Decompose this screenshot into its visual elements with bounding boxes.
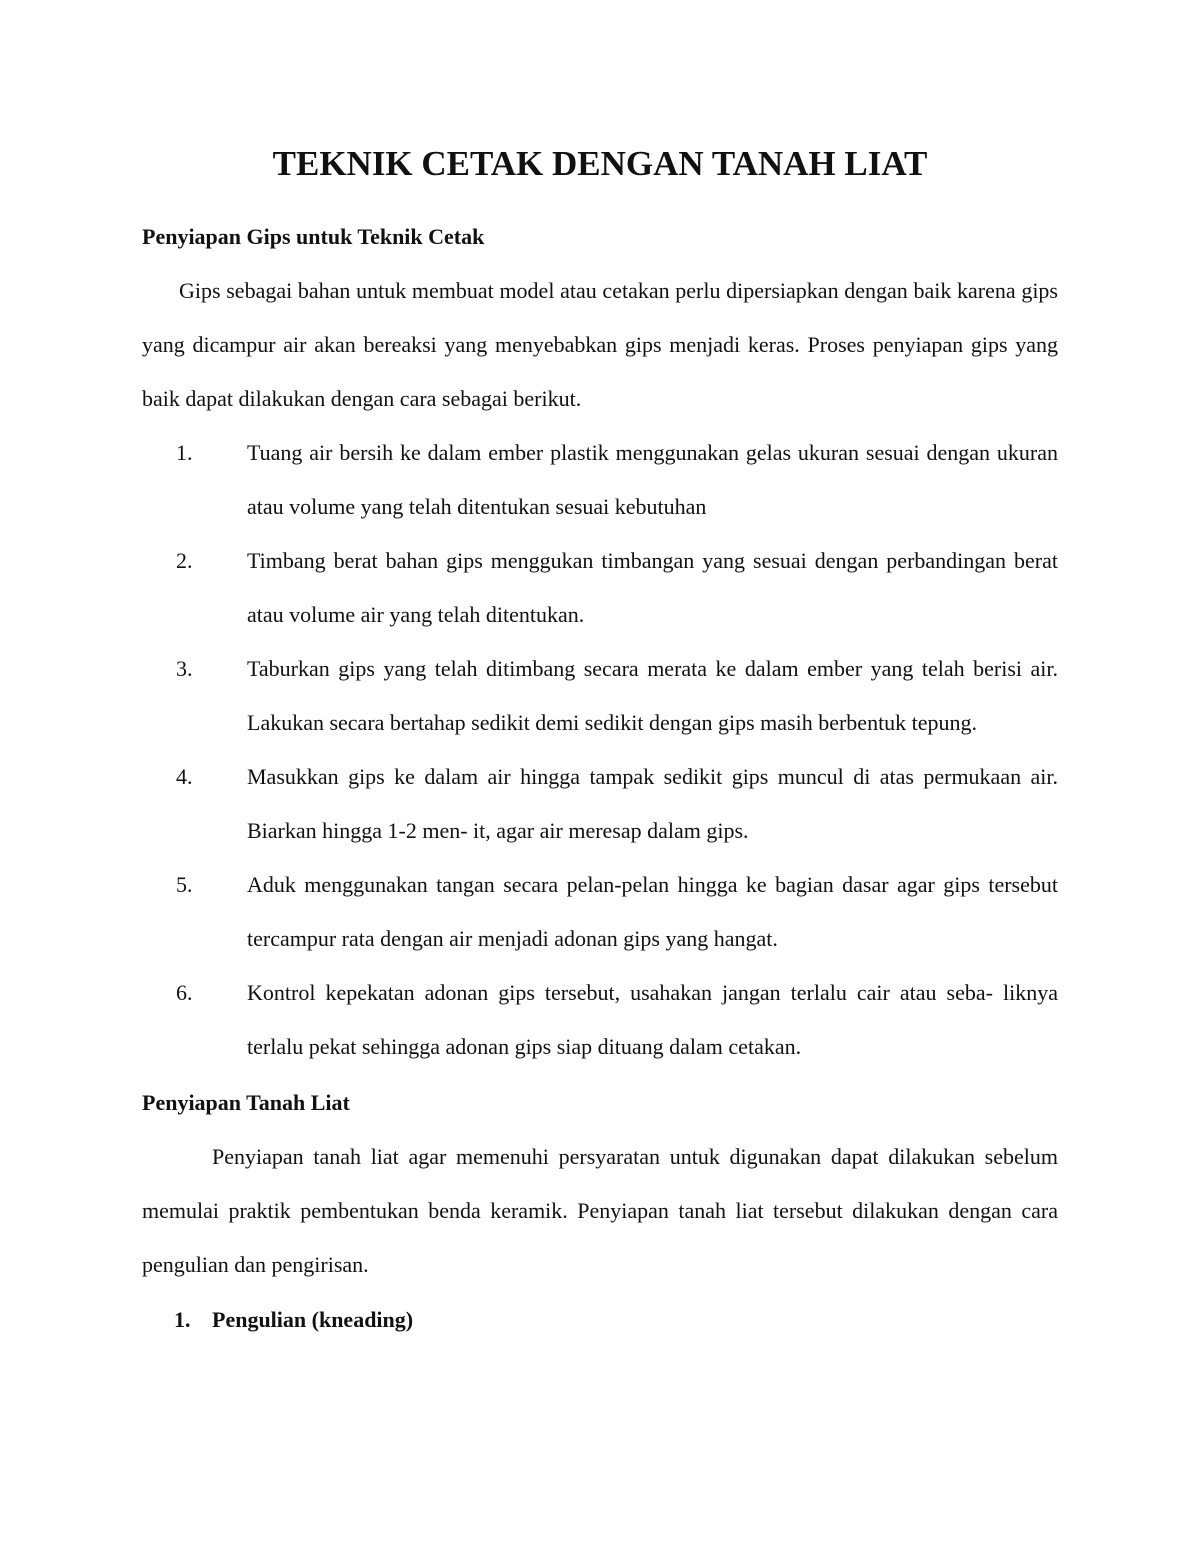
list-item bbox=[142, 966, 1058, 1074]
list-item-text: Aduk menggunakan tangan secara pelan-pelan hingga ke bagian dasar agar gips tersebut tercampur rata dengan air menjadi adonan gips yang hangat. bbox=[247, 872, 1058, 951]
subheading-number: 1. bbox=[174, 1307, 191, 1332]
list-item-text: Masukkan gips ke dalam air hingga tampak sedikit gips muncul di atas permukaan air. Biarkan hingga 1-2 men- it, agar air meresap dalam gips. bbox=[247, 764, 1058, 843]
document-title: TEKNIK CETAK DENGAN TANAH LIAT bbox=[272, 144, 928, 183]
subheading-label: Pengulian (kneading) bbox=[212, 1307, 414, 1332]
list-item bbox=[142, 426, 1058, 534]
section-heading-tanah-liat: Penyiapan Tanah Liat bbox=[142, 1090, 350, 1115]
list-item-number: 6. bbox=[176, 980, 193, 1005]
list-item-number: 5. bbox=[176, 872, 193, 897]
list-item bbox=[142, 858, 1058, 966]
list-item bbox=[142, 642, 1058, 750]
section-heading-gips: Penyiapan Gips untuk Teknik Cetak bbox=[142, 224, 485, 249]
list-item-number: 3. bbox=[176, 656, 193, 681]
subheading-pengulian bbox=[174, 1305, 413, 1335]
list-item bbox=[142, 534, 1058, 642]
section-paragraph-gips: Gips sebagai bahan untuk membuat model atau cetakan perlu dipersiapkan dengan baik karena gips yang dicampur air akan bereaksi yang menyebabkan gips menjadi keras. Proses penyiapan gips yang baik dapat dilakukan dengan cara sebagai berikut. bbox=[142, 278, 1058, 411]
list-item bbox=[142, 750, 1058, 858]
list-item-text: Tuang air bersih ke dalam ember plastik menggunakan gelas ukuran sesuai dengan ukuran atau volume yang telah ditentukan sesuai kebutuhan bbox=[247, 440, 1058, 519]
list-item-number: 4. bbox=[176, 764, 193, 789]
list-item-text: Timbang berat bahan gips menggukan timbangan yang sesuai dengan perbandingan berat atau volume air yang telah ditentukan. bbox=[247, 548, 1058, 627]
section-paragraph-tanah-liat: Penyiapan tanah liat agar memenuhi persyaratan untuk digunakan dapat dilakukan sebelum memulai praktik pembentukan benda keramik. Penyiapan tanah liat tersebut dilakukan dengan cara pengulian dan pengirisan. bbox=[142, 1144, 1058, 1277]
list-item-text: Taburkan gips yang telah ditimbang secara merata ke dalam ember yang telah berisi air. Lakukan secara bertahap sedikit demi sedikit dengan gips masih berbentuk tepung. bbox=[247, 656, 1058, 735]
gips-steps-list bbox=[142, 426, 1058, 1074]
list-item-number: 2. bbox=[176, 548, 193, 573]
list-item-text: Kontrol kepekatan adonan gips tersebut, usahakan jangan terlalu cair atau seba- liknya terlalu pekat sehingga adonan gips siap dituang dalam cetakan. bbox=[247, 980, 1058, 1059]
list-item-number: 1. bbox=[176, 440, 193, 465]
